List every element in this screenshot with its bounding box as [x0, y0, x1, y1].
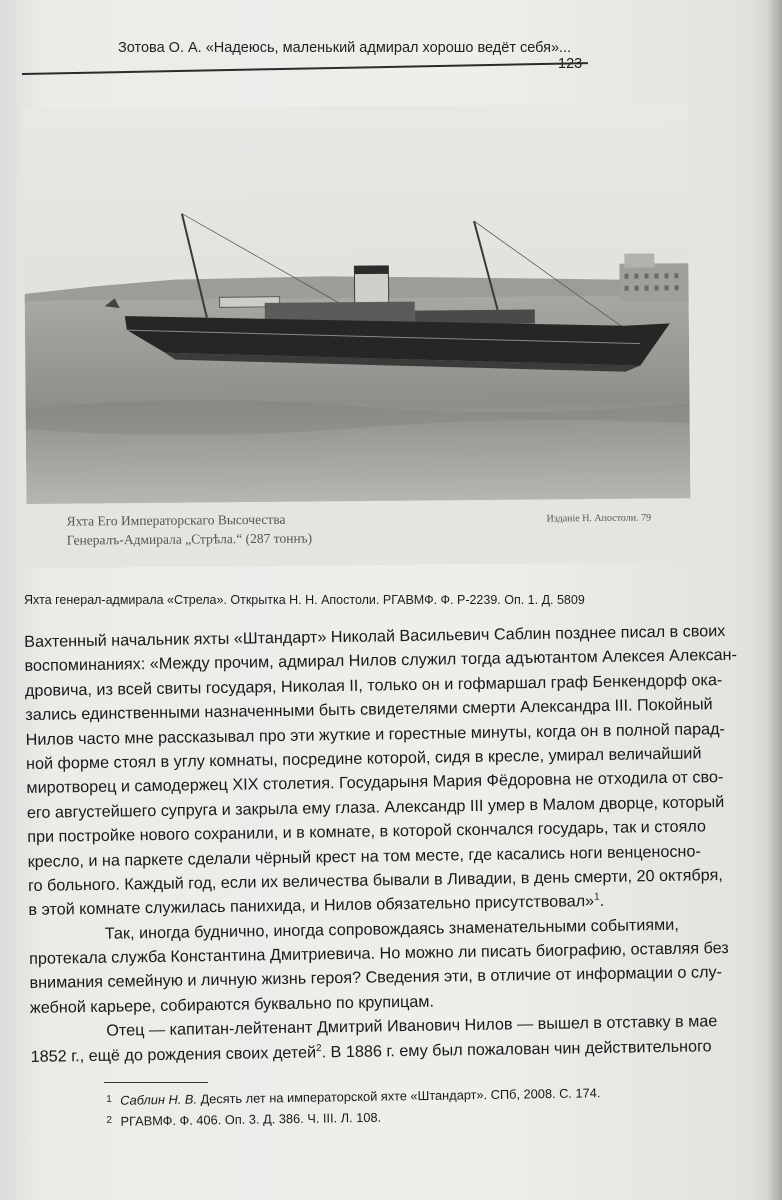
footnote-ref-2: 2 [315, 1042, 322, 1054]
body-line: его августейшего супруга и закрыла ему глаза. Александр III умер в Малом дворце, который [26, 792, 725, 822]
body-line: воспоминаниях: «Между прочим, адмирал Нилов служил тогда адъютантом Алексея Алексан- [24, 646, 738, 676]
body-line: Нилов часто мне рассказывал про эти жуткие и горестные минуты, когда он в полной парад- [25, 719, 726, 749]
footnote-text: РГАВМФ. Ф. 406. Оп. 3. Д. 386. Ч. III. Л. 108. [120, 1109, 382, 1129]
body-line: в этой комнате служилась панихида, и Нилов обязательно присутствовал»$^1$. [28, 891, 605, 920]
body-line: при постройке нового сохранили, и в комнате, в которой скончался государь, так и стояло [27, 817, 707, 847]
footnote-text: Десять лет на императорской яхте «Штандарт». СПб, 2008. С. 174. [196, 1085, 601, 1107]
body-line: кресло, и на паркете сделали чёрный крест на том месте, где касались ноги венценосно- [27, 841, 701, 871]
body-text [24, 619, 738, 1069]
running-head-title: Зотова О. А. «Надеюсь, маленький адмирал хорошо ведёт себя»... [118, 40, 572, 56]
body-line: зались единственными назначенными быть свидетелями смерти Александра III. Покойный [25, 695, 713, 725]
postcard-title-line1: Яхта Его Императорскаго Высочества [66, 511, 286, 529]
body-line-text: . В 1886 г. ему был пожалован чин действительного [321, 1036, 712, 1062]
yacht-photograph [23, 103, 691, 568]
postcard-publisher: Изданiе Н. Апостоли. 79 [546, 512, 652, 525]
body-line: миротворец и самодержец XIX столетия. Государыня Мария Фёдоровна не отходила от сво- [26, 768, 724, 798]
running-head [118, 38, 588, 66]
body-line: го больного. Каждый год, если их величества бывали в Ливадии, в день смерти, 20 октября, [27, 865, 723, 895]
footnotes [106, 1081, 667, 1132]
footnote-author: Саблин Н. В. [120, 1091, 198, 1108]
page-gutter-shadow [768, 0, 782, 1200]
yacht-image [23, 103, 691, 568]
body-line: ной форме стоял в углу комнаты, посредине которой, сидя в кресле, умирал величайший [25, 744, 702, 773]
body-line: Вахтенный начальник яхты «Штандарт» Николай Васильевич Саблин позднее писал в своих [24, 621, 726, 651]
footnote-mark: 2 [106, 1114, 113, 1126]
paragraph-3-first-line: Отец — капитан-лейтенант Дмитрий Иванович Нилов — вышел в отставку в мае [106, 1012, 718, 1041]
body-line-text: в этой комнате служилась панихида, и Нилов обязательно присутствовал» [28, 892, 595, 920]
footnote-mark: 1 [106, 1093, 112, 1105]
footnote-ref-1: 1 [593, 891, 600, 903]
paragraph-2-first-line: Так, иногда буднично, иногда сопровождаясь знаменательными событиями, [104, 915, 679, 943]
photo-caption: Яхта генерал-адмирала «Стрела». Открытка Н. Н. Апостоли. РГАВМФ. Ф. Р-2239. Оп. 1. Д. 5809 [24, 593, 585, 607]
body-line: жебной карьере, собираются буквально по крупицам. [29, 992, 435, 1017]
body-line: дровича, из всей свиты государя, Николая II, только он и гофмаршал граф Бенкендорф ока- [24, 670, 723, 700]
postcard-title-line2: Генералъ-Адмирала „Стрѣла.“ (287 тоннъ) [66, 530, 313, 548]
body-line: протекала служба Константина Дмитриевича. Но можно ли писать биографию, оставляя без [29, 939, 729, 969]
body-line: внимания семейную и личную жизнь героя? Сведения эти, в отличие от информации о слу- [29, 963, 723, 993]
footnote-rule [104, 1082, 208, 1083]
body-line-text: 1852 г., ещё до рождения своих детей [30, 1043, 317, 1066]
